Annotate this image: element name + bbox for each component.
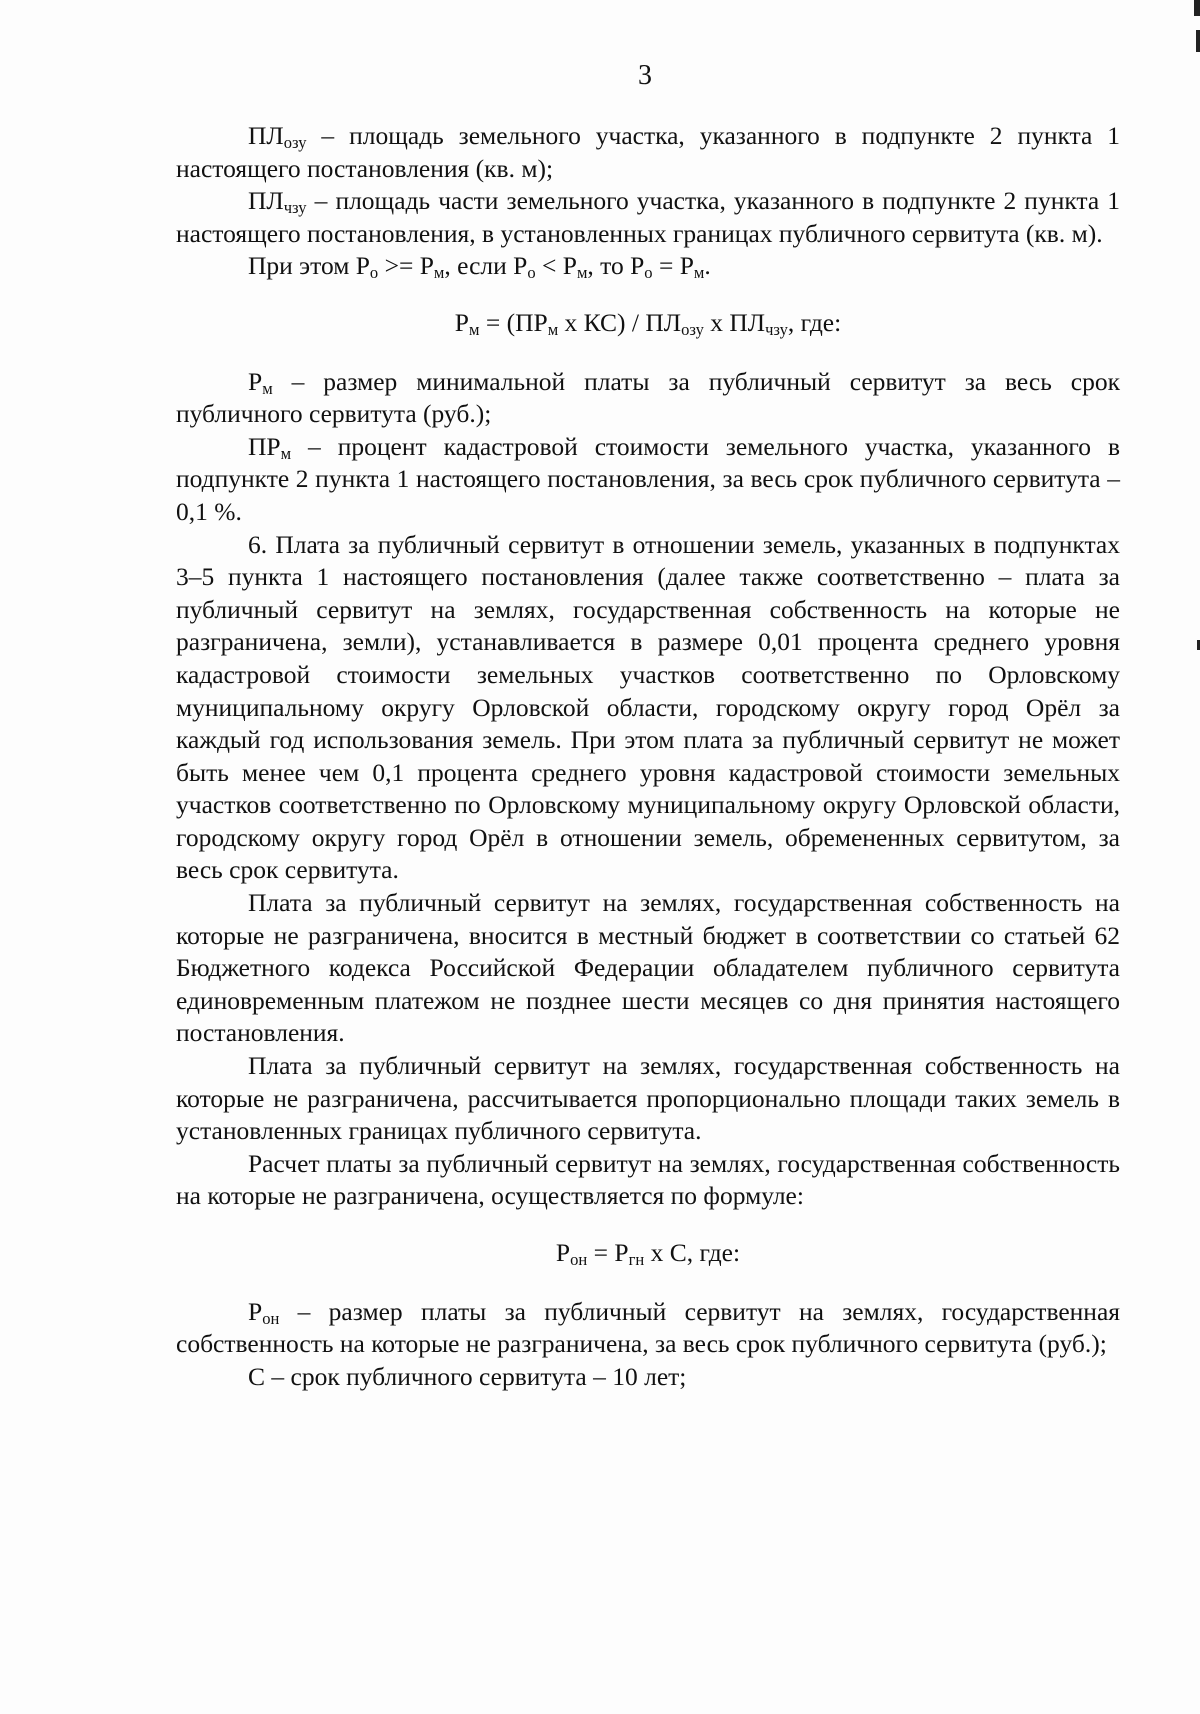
formula-ron: $Р_{он} = Р_{гн}$ х С, где: xyxy=(555,1238,741,1270)
formula-min-payment: $Р_м = (ПР_м$ х $КС) / ПЛ_{озу}$ х $ПЛ_{чзу}$, где: xyxy=(454,307,842,340)
definition-rm: $Р_м$ – размер минимальной платы за публичный сервитут за весь срок публичного сервитута (руб.); xyxy=(176,366,1120,429)
definition-pl-ozu: $ПЛ_{озу}$ – площадь земельного участка, указанного в подпункте 2 пункта 1 настоящего постановления (кв. м); xyxy=(176,121,1120,183)
payment-deposit-paragraph: Плата за публичный сервитут на землях, государственная собственность на которые не разграничена, вносится в местный бюджет в соответствии со статьей 62 Бюджетного кодекса Российской Федерации обладателем публичного сервитута единовременным платежом не позднее шести месяцев со дня принятия настоящего постановления. xyxy=(176,888,1120,1048)
page-number: 3 xyxy=(638,60,652,91)
condition-paragraph: При этом $Р_о >= Р_м$, если $Р_о < Р_м$, то $Р_о = Р_м$. xyxy=(248,251,711,283)
definition-pl-czu: $ПЛ_{чзу}$ – площадь части земельного участка, указанного в подпункте 2 пункта 1 настоящего постановления, в установленных границах публичного сервитута (кв. м). xyxy=(176,186,1120,248)
scan-edge-mark xyxy=(1194,0,1200,16)
document-body xyxy=(176,120,1120,1393)
definition-prm: $ПР_м$ – процент кадастровой стоимости земельного участка, указанного в подпункте 2 пункта 1 настоящего постановления, за весь срок публичного сервитута – 0,1 %. xyxy=(176,431,1120,526)
clause-6-paragraph: 6. Плата за публичный сервитут в отношении земель, указанных в подпунктах 3–5 пункта 1 настоящего постановления (далее также соответственно – плата за публичный сервитут на землях, государственная собственность на которые не разграничена, земли), устанавливается в размере 0,01 процента среднего уровня кадастровой стоимости земельных участков соответственно по Орловскому муниципальному округу Орловской области, городскому округу город Орёл за каждый год использования земель. При этом плата за публичный сервитут не может быть менее чем 0,1 процента среднего уровня кадастровой стоимости земельных участков соответственно по Орловскому муниципальному округу Орловской области, городскому округу город Орёл в отношении земель, обремененных сервитутом, за весь срок сервитута. xyxy=(176,529,1120,885)
definition-ron: $Р_{он}$ – размер платы за публичный сервитут на землях, государственная собственность на которые не разграничена, за весь срок публичного сервитута (руб.); xyxy=(176,1296,1120,1359)
formula-intro-paragraph: Расчет платы за публичный сервитут на землях, государственная собственность на которые не разграничена, осуществляется по формуле: xyxy=(176,1148,1120,1211)
proportional-calculation-paragraph: Плата за публичный сервитут на землях, государственная собственность на которые не разграничена, рассчитывается пропорционально площади таких земель в установленных границах публичного сервитута. xyxy=(176,1051,1120,1146)
scan-edge-mark xyxy=(1196,30,1200,52)
definition-term: С – срок публичного сервитута – 10 лет; xyxy=(248,1361,687,1391)
